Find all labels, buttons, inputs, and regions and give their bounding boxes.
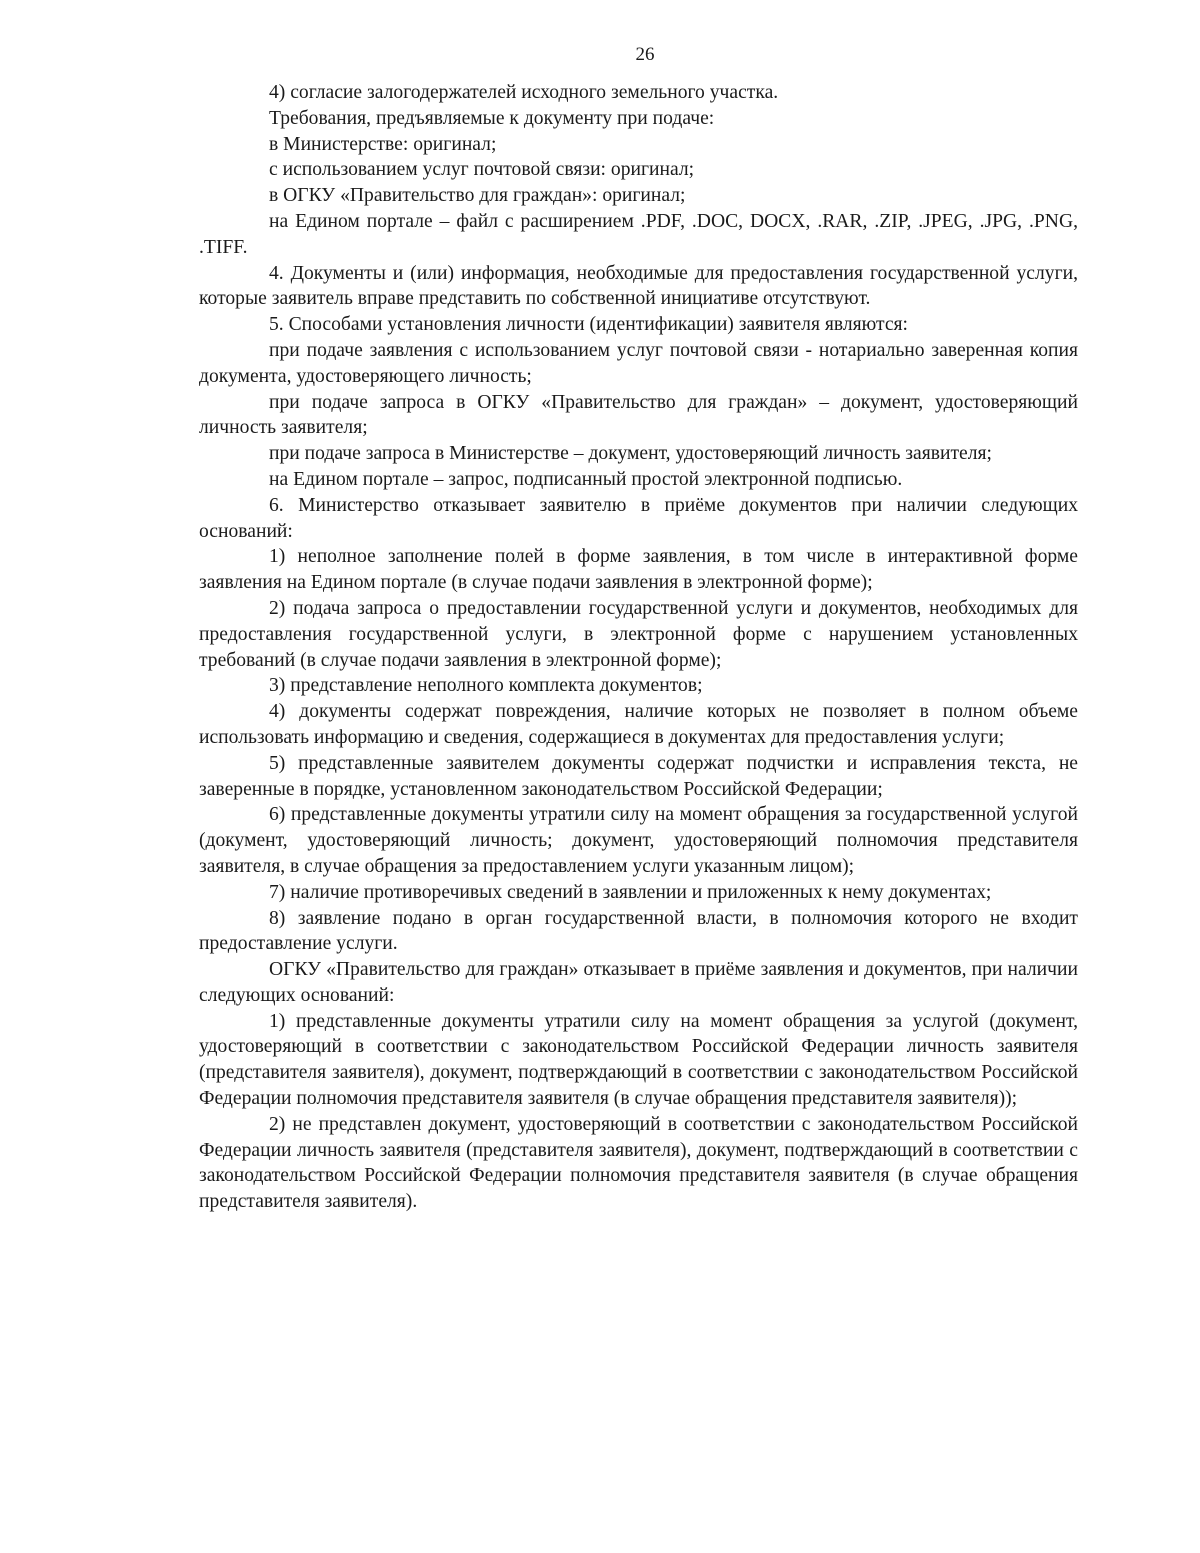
paragraph: на Едином портале – файл с расширением .PDF, .DOC, DOCX, .RAR, .ZIP, .JPEG, .JPG, .PNG, .TIFF. (199, 210, 1078, 258)
paragraph: 3) представление неполного комплекта документов; (269, 675, 703, 697)
paragraph: при подаче запроса в Министерстве – документ, удостоверяющий личность заявителя; (269, 443, 992, 465)
paragraph: 5) представленные заявителем документы содержат подчистки и исправления текста, не заверенные в порядке, установленном законодательством Российской Федерации; (199, 752, 1078, 800)
paragraph: 6) представленные документы утратили силу на момент обращения за государственной услугой (документ, удостоверяющий личность; документ, удостоверяющий полномочия представителя заявителя, в случае обращения за предоставлением услуги указанным лицом); (199, 804, 1078, 877)
paragraph: 4) документы содержат повреждения, наличие которых не позволяет в полном объеме использовать информацию и сведения, содержащиеся в документах для предоставления услуги; (199, 701, 1078, 748)
paragraph: с использованием услуг почтовой связи: оригинал; (269, 159, 695, 181)
paragraph: 5. Способами установления личности (идентификации) заявителя являются: (269, 314, 908, 336)
paragraph: ОГКУ «Правительство для граждан» отказывает в приёме заявления и документов, при наличии следующих оснований: (199, 959, 1078, 1006)
paragraph: 1) неполное заполнение полей в форме заявления, в том числе в интерактивной форме заявления на Едином портале (в случае подачи заявления в электронной форме); (199, 546, 1078, 594)
document-body (199, 80, 1078, 1215)
paragraph: при подаче заявления с использованием услуг почтовой связи - нотариально заверенная копия документа, удостоверяющего личность; (199, 339, 1078, 387)
paragraph: при подаче запроса в ОГКУ «Правительство для граждан» – документ, удостоверяющий личность заявителя; (199, 391, 1078, 439)
paragraph: 4. Документы и (или) информация, необходимые для предоставления государственной услуги, которые заявитель вправе представить по собственной инициативе отсутствуют. (199, 262, 1078, 310)
paragraph: на Едином портале – запрос, подписанный простой электронной подписью. (269, 468, 903, 490)
paragraph: 6. Министерство отказывает заявителю в приёме документов при наличии следующих оснований: (199, 494, 1078, 542)
paragraph: Требования, предъявляемые к документу при подаче: (269, 107, 715, 129)
paragraph: 7) наличие противоречивых сведений в заявлении и приложенных к нему документах; (269, 881, 992, 903)
paragraph: 8) заявление подано в орган государственной власти, в полномочия которого не входит предоставление услуги. (199, 907, 1078, 955)
paragraph: 1) представленные документы утратили силу на момент обращения за услугой (документ, удостоверяющий в соответствии с законодательством Российской Федерации личность заявителя (представителя заявителя), документ, подтверждающий в соответствии с законодательством Российской Федерации полномочия представителя заявителя (в случае обращения представителя заявителя)); (199, 1010, 1078, 1110)
paragraph: в ОГКУ «Правительство для граждан»: оригинал; (269, 185, 686, 207)
paragraph: 4) согласие залогодержателей исходного земельного участка. (269, 82, 779, 103)
paragraph: в Министерстве: оригинал; (269, 133, 497, 155)
paragraph: 2) не представлен документ, удостоверяющий в соответствии с законодательством Российской Федерации личность заявителя (представителя заявителя), документ, подтверждающий в соответствии с законодательством Российской Федерации полномочия представителя заявителя (в случае обращения представителя заявителя). (199, 1113, 1078, 1213)
page-number: 26 (635, 44, 655, 65)
paragraph: 2) подача запроса о предоставлении государственной услуги и документов, необходимых для предоставления государственной услуги, в электронной форме с нарушением установленных требований (в случае подачи заявления в электронной форме); (199, 597, 1078, 671)
